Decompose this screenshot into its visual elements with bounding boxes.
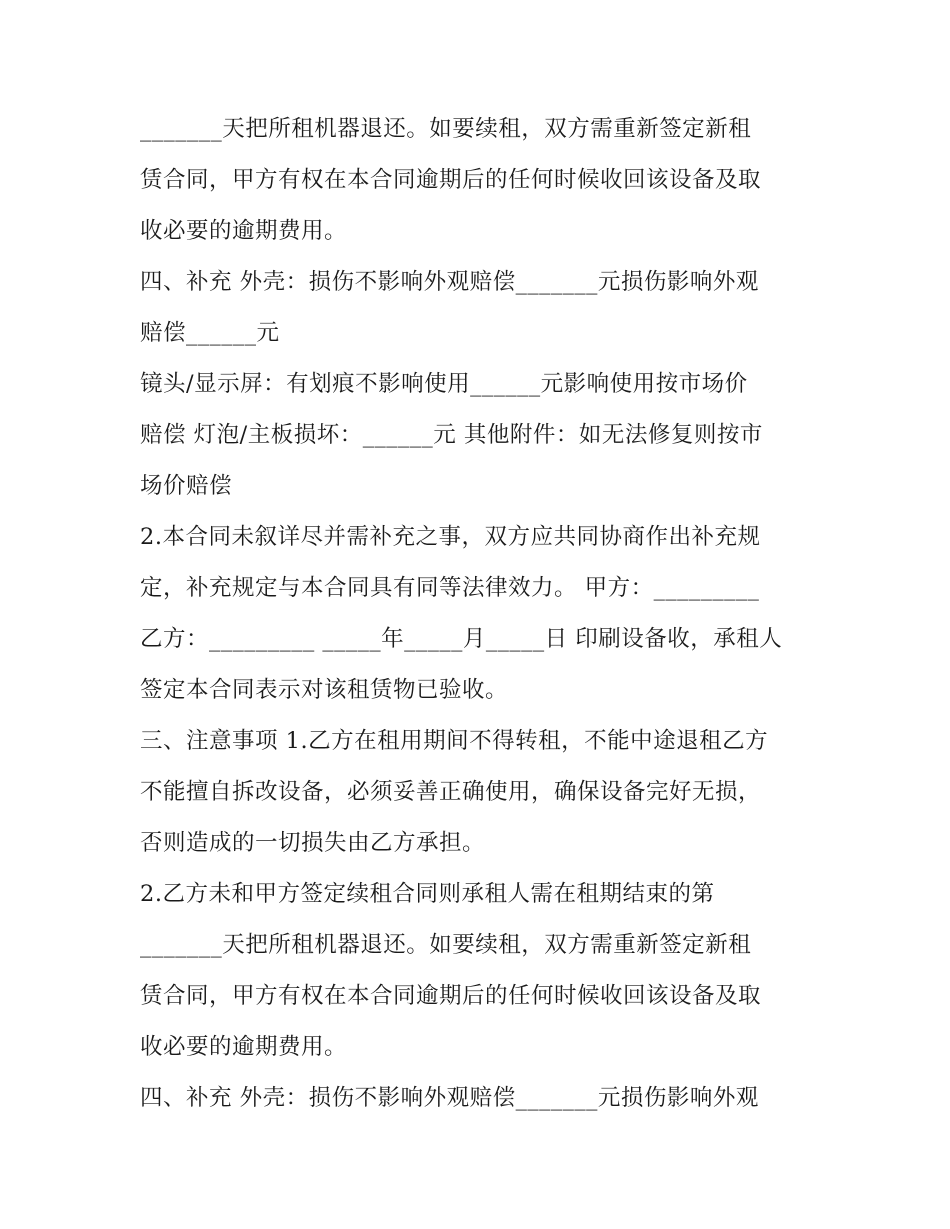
text-line: 否则造成的一切损失由乙方承担。 bbox=[140, 830, 486, 856]
text-line: _______天把所租机器退还。如要续租，双方需重新签定新租 bbox=[140, 116, 752, 142]
text-line: 乙方：_________ _____年_____月_____日 印刷设备收，承租人 bbox=[140, 626, 783, 652]
text-line: _______天把所租机器退还。如要续租，双方需重新签定新租 bbox=[140, 932, 752, 958]
text-line: 2.乙方未和甲方签定续租合同则承租人需在租期结束的第 bbox=[140, 881, 715, 907]
text-line: 收必要的逾期费用。 bbox=[140, 1034, 348, 1060]
text-line: 赔偿 灯泡/主板损坏：______元 其他附件：如无法修复则按市 bbox=[140, 422, 763, 448]
text-line: 赔偿______元 bbox=[140, 320, 280, 346]
text-line: 2.本合同未叙详尽并需补充之事，双方应共同协商作出补充规 bbox=[140, 524, 761, 550]
text-line: 签定本合同表示对该租赁物已验收。 bbox=[140, 677, 509, 703]
text-line: 收必要的逾期费用。 bbox=[140, 218, 348, 244]
document-body bbox=[140, 104, 820, 1124]
text-line: 三、注意事项 1.乙方在租用期间不得转租，不能中途退租乙方 bbox=[140, 728, 769, 754]
text-line: 四、补充 外壳：损伤不影响外观赔偿_______元损伤影响外观 bbox=[140, 269, 759, 295]
text-line: 赁合同，甲方有权在本合同逾期后的任何时候收回该设备及取 bbox=[140, 167, 762, 193]
text-line: 镜头/显示屏：有划痕不影响使用______元影响使用按市场价 bbox=[140, 371, 748, 397]
text-line: 定，补充规定与本合同具有同等法律效力。 甲方：_________ bbox=[140, 575, 760, 601]
text-line: 场价赔偿 bbox=[140, 473, 233, 499]
text-line: 不能擅自拆改设备，必须妥善正确使用，确保设备完好无损， bbox=[140, 779, 762, 805]
text-line: 赁合同，甲方有权在本合同逾期后的任何时候收回该设备及取 bbox=[140, 983, 762, 1009]
text-line: 四、补充 外壳：损伤不影响外观赔偿_______元损伤影响外观 bbox=[140, 1085, 759, 1111]
